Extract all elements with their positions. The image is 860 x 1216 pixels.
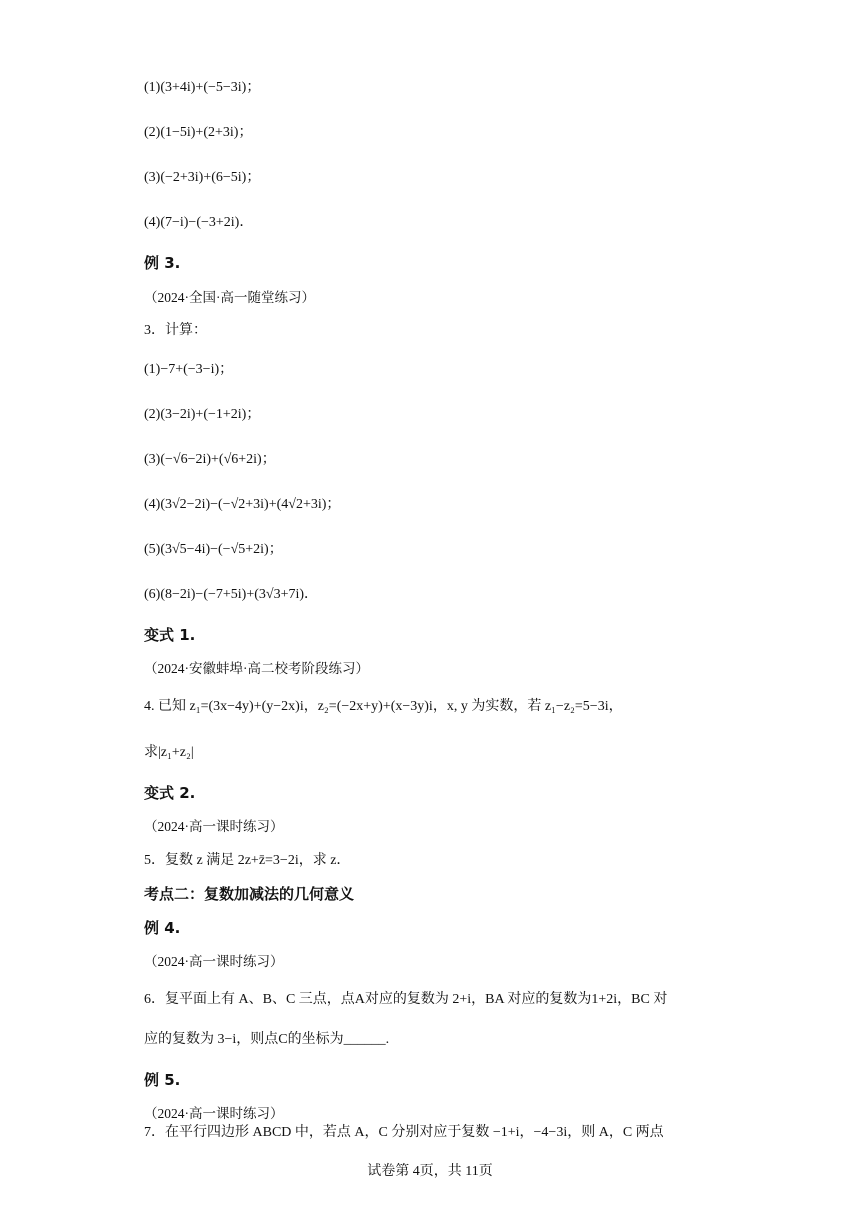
question-6-line-2: 应的复数为 3−i，则点C的坐标为______. xyxy=(144,1032,390,1047)
question-6-line-1: 6．复平面上有 A、B、C 三点，点A对应的复数为 2+i，BA 对应的复数为1+2i，BC 对 xyxy=(144,992,668,1007)
variant-2-heading: 变式 2. xyxy=(144,784,196,802)
page-footer: 试卷第 4页，共 11页 xyxy=(367,1164,493,1179)
question-7-line-1: 7．在平行四边形 ABCD 中，若点 A，C 分别对应于复数 −1+i，−4−3i，则 A，C 两点 xyxy=(144,1125,664,1140)
question-3-part-5: (5)(3√5−4i)−(−√5+2i)； xyxy=(144,542,283,557)
question-3-part-6: (6)(8−2i)−(−7+5i)+(3√3+7i)． xyxy=(144,587,319,602)
question-5: 5．复数 z 满足 2z+z̄=3−2i，求 z． xyxy=(144,853,351,868)
problem-2-part-4: (4)(7−i)−(−3+2i)． xyxy=(144,215,254,230)
example-5-source: （2024·高一课时练习） xyxy=(144,1106,284,1121)
topic-2-heading: 考点二：复数加减法的几何意义 xyxy=(144,885,355,903)
problem-2-part-2: (2)(1−5i)+(2+3i)； xyxy=(144,125,253,140)
example-4-heading: 例 4. xyxy=(144,919,181,937)
problem-2-part-1: (1)(3+4i)+(−5−3i)； xyxy=(144,80,261,95)
variant-2-source: （2024·高一课时练习） xyxy=(144,819,284,834)
problem-2-part-3: (3)(−2+3i)+(6−5i)； xyxy=(144,170,261,185)
question-3-part-4: (4)(3√2−2i)−(−√2+3i)+(4√2+3i)； xyxy=(144,497,341,512)
question-3-part-3: (3)(−√6−2i)+(√6+2i)； xyxy=(144,452,276,467)
question-3-stem: 3．计算： xyxy=(144,323,207,338)
example-3-source: （2024·全国·高一随堂练习） xyxy=(144,290,315,305)
question-3-part-2: (2)(3−2i)+(−1+2i)； xyxy=(144,407,261,422)
question-4-line-2: 求|z₁+z₂| xyxy=(144,745,194,760)
variant-1-source: （2024·安徽蚌埠·高二校考阶段练习） xyxy=(144,661,369,676)
example-4-source: （2024·高一课时练习） xyxy=(144,954,284,969)
example-5-heading: 例 5. xyxy=(144,1071,181,1089)
question-3-part-1: (1)−7+(−3−i)； xyxy=(144,362,234,377)
example-3-heading: 例 3. xyxy=(144,254,181,272)
variant-1-heading: 变式 1. xyxy=(144,626,196,644)
question-4-line-1: 4. 已知 z₁=(3x−4y)+(y−2x)i，z₂=(−2x+y)+(x−3y)i，x, y 为实数，若 z₁−z₂=5−3i， xyxy=(144,699,623,714)
